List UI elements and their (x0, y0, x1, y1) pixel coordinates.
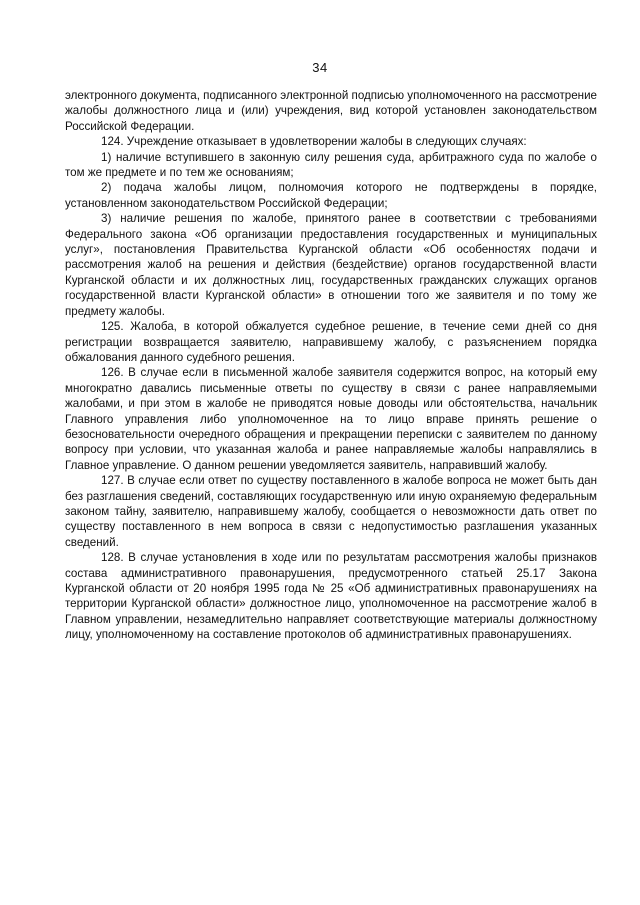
document-body (65, 88, 597, 643)
paragraph-125: 125. Жалоба, в которой обжалуется судебное решение, в течение семи дней со дня регистрации возвращается заявителю, направившему жалобу, с разъяснением порядка обжалования данного судебного решения. (65, 320, 597, 364)
list-item-2: 2) подача жалобы лицом, полномочия которого не подтверждены в порядке, установленном законодательством Российской Федерации; (65, 181, 597, 210)
paragraph-124: 124. Учреждение отказывает в удовлетворении жалобы в следующих случаях: (101, 135, 527, 149)
paragraph-1-continuation: электронного документа, подписанного электронной подписью уполномоченного на рассмотрение жалобы должностного лица и (или) учреждения, вид которой установлен законодательством Российской Федерации. (65, 89, 597, 133)
list-item-3: 3) наличие решения по жалобе, принятого ранее в соответствии с требованиями Федерального закона «Об организации предоставления государственных и муниципальных услуг», постановления Правительства Курганской области «Об особенностях подачи и рассмотрения жалоб на решения и действия (бездействие) органов государственной власти Курганской области и их должностных лиц, государственных гражданских служащих органов государственной власти Курганской области» в отношении того же заявителя и по тому же предмету жалобы. (65, 212, 597, 318)
paragraph-127: 127. В случае если ответ по существу поставленного в жалобе вопроса не может быть дан без разглашения сведений, составляющих государственную или иную охраняемую федеральным законом тайну, заявителю, направившему жалобу, сообщается о невозможности дать ответ по существу поставленного в нем вопроса в связи с недопустимостью разглашения указанных сведений. (65, 474, 597, 549)
list-item-1: 1) наличие вступившего в законную силу решения суда, арбитражного суда по жалобе о том же предмете и по тем же основаниям; (65, 150, 597, 180)
paragraph-126: 126. В случае если в письменной жалобе заявителя содержится вопрос, на который ему многократно давались письменные ответы по существу в связи с ранее направляемыми жалобами, и при этом в жалобе не приводятся новые доводы или обстоятельства, начальник Главного управления либо уполномоченное на то лицо вправе принять решение о безосновательности очередного обращения и прекращении переписки с заявителем по данному вопросу при условии, что указанная жалоба и ранее направляемые жалобы направлялись в Главное управление. О данном решении уведомляется заявитель, направивший жалобу. (65, 366, 597, 472)
page-number: 34 (312, 60, 328, 75)
paragraph-128: 128. В случае установления в ходе или по результатам рассмотрения жалобы признаков состава административного правонарушения, предусмотренного статьей 25.17 Закона Курганской области от 20 ноября 1995 года № 25 «Об административных правонарушениях на территории Курганской области» должностное лицо, уполномоченное на рассмотрение жалоб в Главном управлении, незамедлительно направляет соответствующие материалы должностному лицу, уполномоченному на составление протоколов об административных правонарушениях. (65, 551, 597, 642)
